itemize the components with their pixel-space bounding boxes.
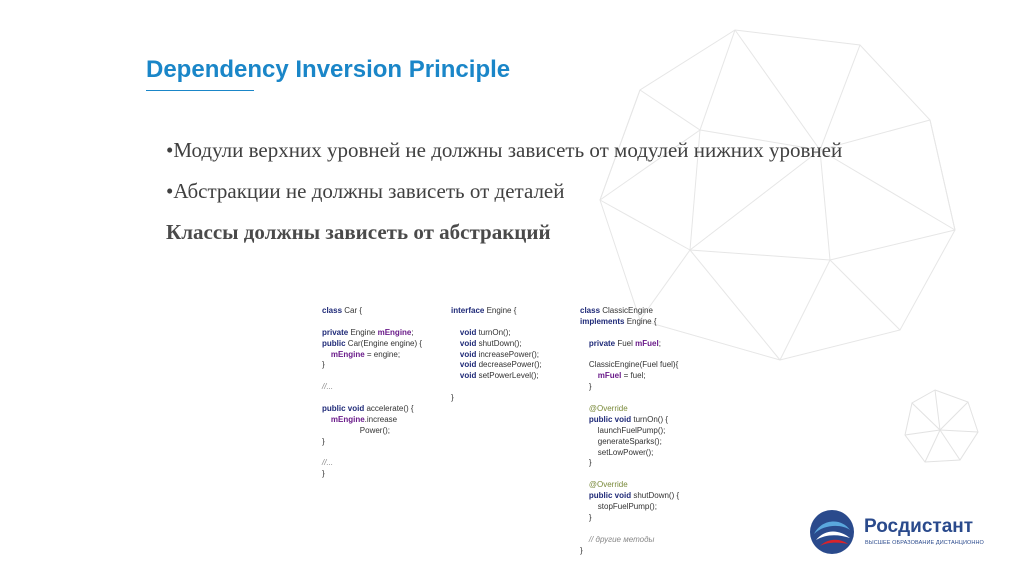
code-line <box>451 360 542 371</box>
code-token <box>322 415 331 424</box>
code-token: public void <box>322 404 365 414</box>
code-token: .increase <box>364 414 398 424</box>
code-line <box>322 393 422 404</box>
code-token: class <box>580 306 601 315</box>
code-token: setPowerLevel(); <box>476 371 539 381</box>
code-token: ClassicEngine <box>600 306 653 315</box>
code-line <box>580 480 679 491</box>
code-token <box>451 350 460 359</box>
code-token: //... <box>322 458 334 468</box>
code-token: mFuel <box>597 371 622 381</box>
code-token: @Override <box>588 404 628 414</box>
code-block-classic-engine <box>580 306 679 556</box>
code-line <box>322 328 422 339</box>
code-token: shutDown() { <box>631 491 680 501</box>
code-token <box>580 371 598 380</box>
code-line <box>580 426 679 437</box>
code-token: public void <box>588 414 632 424</box>
code-line <box>322 469 422 480</box>
code-token: @Override <box>588 480 628 490</box>
code-line <box>580 469 679 480</box>
code-line <box>322 306 422 317</box>
code-token: accelerate() { <box>364 404 414 414</box>
code-token: mEngine <box>377 327 412 337</box>
code-token: Car { <box>342 306 363 315</box>
code-token: Car(Engine engine) { <box>345 338 423 348</box>
code-token <box>451 339 460 348</box>
code-token: Engine <box>348 327 378 337</box>
code-token: } <box>580 458 592 468</box>
code-line <box>451 339 542 350</box>
slide-title: Dependency Inversion Principle <box>146 56 511 83</box>
code-line <box>322 371 422 382</box>
rosdistant-logo <box>808 508 998 558</box>
code-token: stopFuelPump(); <box>580 502 657 512</box>
code-line <box>322 350 422 361</box>
code-line <box>580 415 679 426</box>
logo-subtitle: ВЫСШЕЕ ОБРАЗОВАНИЕ ДИСТАНЦИОННО <box>865 540 984 546</box>
code-token: mEngine <box>330 349 365 359</box>
code-line <box>580 546 679 557</box>
code-line <box>451 328 542 339</box>
code-token: Engine { <box>624 316 657 326</box>
code-line <box>580 328 679 339</box>
code-token: } <box>322 360 325 370</box>
code-token <box>580 415 589 424</box>
code-token: } <box>451 393 454 403</box>
code-token: // другие методы <box>588 534 655 544</box>
code-block-engine-interface <box>451 306 542 404</box>
code-line <box>580 524 679 535</box>
code-line <box>322 404 422 415</box>
code-token <box>580 339 589 348</box>
code-token <box>451 360 460 369</box>
code-line <box>580 458 679 469</box>
code-token: private <box>322 327 349 337</box>
code-token: increasePower(); <box>476 349 540 359</box>
code-token <box>451 328 460 337</box>
code-token: setLowPower(); <box>580 447 654 457</box>
code-line <box>451 317 542 328</box>
code-token: implements <box>580 316 625 326</box>
code-line <box>580 513 679 524</box>
code-token <box>322 350 331 359</box>
code-line <box>580 382 679 393</box>
code-token: turnOn(); <box>476 327 511 337</box>
code-token: void <box>459 327 477 337</box>
code-token: void <box>459 360 477 370</box>
code-token <box>451 371 460 380</box>
code-token: ; <box>411 327 414 337</box>
code-token: //... <box>322 382 334 392</box>
code-token: } <box>322 469 325 479</box>
code-line <box>322 317 422 328</box>
code-line <box>322 339 422 350</box>
code-token: = fuel; <box>621 371 646 381</box>
code-token: turnOn() { <box>631 414 669 424</box>
code-line <box>580 339 679 350</box>
code-token: ClassicEngine(Fuel fuel){ <box>580 360 679 370</box>
code-token: void <box>459 338 477 348</box>
code-line <box>580 535 679 546</box>
code-token: decreasePower(); <box>476 360 542 370</box>
code-token: private <box>588 338 616 348</box>
code-line <box>580 491 679 502</box>
code-line <box>580 360 679 371</box>
code-line <box>451 350 542 361</box>
code-token: mFuel <box>635 338 659 348</box>
code-token: mEngine <box>330 414 365 424</box>
code-token: void <box>459 371 477 381</box>
code-line <box>580 393 679 404</box>
code-line <box>322 458 422 469</box>
code-line <box>580 502 679 513</box>
code-line <box>322 437 422 448</box>
code-line <box>322 382 422 393</box>
bold-statement: Классы должны зависеть от абстракций <box>166 220 551 244</box>
code-line <box>451 371 542 382</box>
logo-name: Росдистант <box>864 516 974 537</box>
rosdistant-logo-icon <box>808 508 856 556</box>
code-line <box>451 306 542 317</box>
code-token: public void <box>588 491 632 501</box>
code-line <box>580 306 679 317</box>
code-token: void <box>459 349 477 359</box>
code-token: } <box>580 512 592 522</box>
code-token <box>580 480 589 489</box>
code-line <box>580 317 679 328</box>
code-line <box>451 382 542 393</box>
code-token <box>580 404 589 413</box>
code-token: } <box>580 545 583 555</box>
code-line <box>580 350 679 361</box>
code-token <box>580 491 589 500</box>
code-line <box>322 448 422 459</box>
code-token: } <box>322 436 325 446</box>
bullet-list <box>166 136 886 267</box>
title-underline <box>146 90 254 91</box>
code-token: generateSparks(); <box>580 436 662 446</box>
code-token: class <box>322 306 343 315</box>
code-line <box>322 360 422 371</box>
code-line <box>451 393 542 404</box>
code-line <box>580 371 679 382</box>
code-token: shutDown(); <box>476 338 522 348</box>
code-token: public <box>322 338 346 348</box>
code-token: ; <box>658 338 661 348</box>
code-token: = engine; <box>364 349 401 359</box>
bullet-item: •Модули верхних уровней не должны зависеть от модулей нижних уровней <box>166 138 843 162</box>
code-line <box>322 426 422 437</box>
code-token: Engine { <box>484 306 517 315</box>
code-token <box>580 535 589 544</box>
bullet-item: •Абстракции не должны зависеть от деталей <box>166 179 565 203</box>
code-token: launchFuelPump(); <box>580 425 666 435</box>
code-token: interface <box>451 306 485 315</box>
code-token: Fuel <box>615 338 636 348</box>
code-block-car <box>322 306 422 480</box>
code-token: Power(); <box>322 425 391 435</box>
code-line <box>580 448 679 459</box>
code-line <box>322 415 422 426</box>
code-token: } <box>580 382 592 392</box>
code-line <box>580 404 679 415</box>
code-line <box>580 437 679 448</box>
